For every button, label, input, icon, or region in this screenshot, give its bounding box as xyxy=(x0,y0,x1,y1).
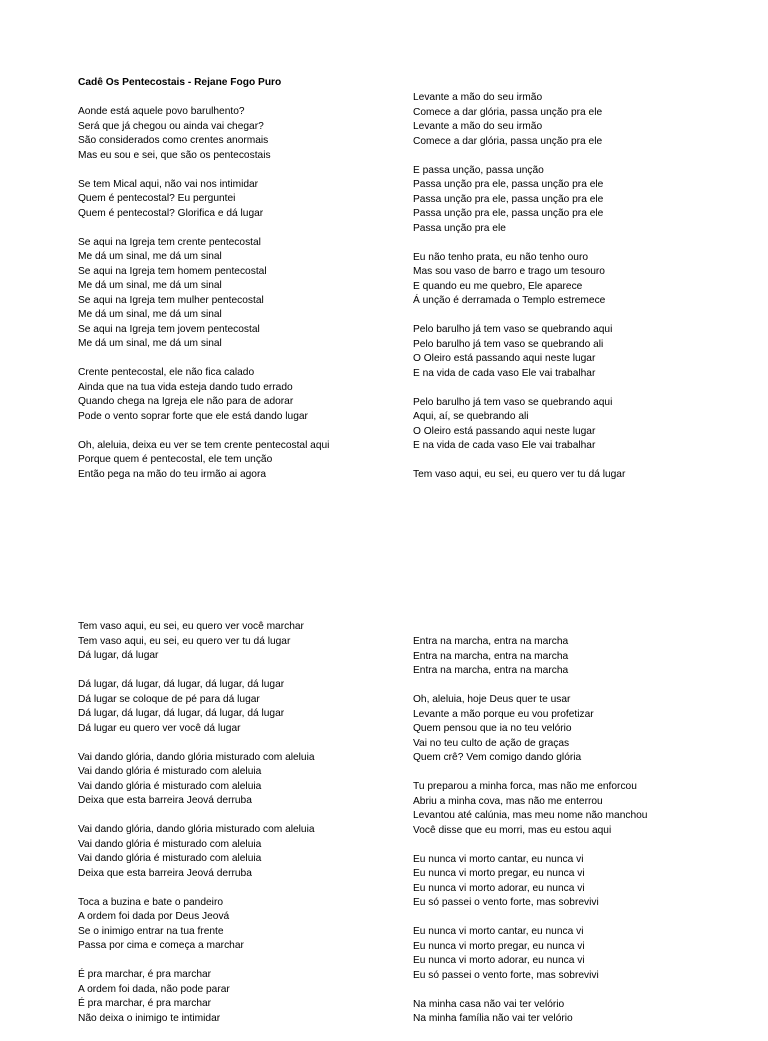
lyric-line: Eu nunca vi morto cantar, eu nunca vi xyxy=(413,853,584,865)
lyric-line: Na minha casa não vai ter velório xyxy=(413,998,565,1010)
lyric-line: Eu nunca vi morto adorar, eu nunca vi xyxy=(413,882,585,894)
lyric-line: Oh, aleluia, deixa eu ver se tem crente pentecostal aqui xyxy=(78,439,330,451)
lyric-line: Entra na marcha, entra na marcha xyxy=(413,665,569,676)
lyric-line: Me dá um sinal, me dá um sinal xyxy=(78,309,222,320)
stanza xyxy=(413,780,743,838)
lyric-line: E na vida de cada vaso Ele vai trabalhar xyxy=(413,367,596,379)
lyric-line: Á unção é derramada o Templo estremece xyxy=(413,295,606,306)
lyric-line: Levante a mão do seu irmão xyxy=(413,92,543,103)
lyric-line: Dá lugar, dá lugar, dá lugar, dá lugar, dá lugar xyxy=(78,679,285,690)
stanza xyxy=(413,998,743,1027)
lyric-line: Levante a mão porque eu vou profetizar xyxy=(413,708,594,720)
stanza xyxy=(413,635,743,679)
lyric-line: A ordem foi dada por Deus Jeová xyxy=(78,911,230,922)
lyric-line: Comece a dar glória, passa unção pra ele xyxy=(413,135,603,147)
lyric-line: Passa unção pra ele, passa unção pra ele xyxy=(413,179,604,190)
lyric-line: Vai dando glória, dando glória misturado com aleluia xyxy=(78,751,315,763)
lyric-line: Dá lugar eu quero ver você dá lugar xyxy=(78,722,241,734)
stanza xyxy=(413,251,743,309)
lyric-line: É pra marchar, é pra marchar xyxy=(78,998,212,1009)
lyric-line: Quem é pentecostal? Glorifica e dá lugar xyxy=(78,207,264,219)
lyric-line: Pelo barulho já tem vaso se quebrando ali xyxy=(413,338,604,350)
lyric-line: Abriu a minha cova, mas não me enterrou xyxy=(413,795,603,807)
lyric-line: Me dá um sinal, me dá um sinal xyxy=(78,251,222,262)
lyric-line: Levantou até calúnia, mas meu nome não manchou xyxy=(413,810,648,821)
lyric-line: Se aqui na Igreja tem crente pentecostal xyxy=(78,236,261,248)
stanza xyxy=(78,968,408,1026)
lyric-line: Crente pentecostal, ele não fica calado xyxy=(78,367,255,378)
lyric-line: Mas eu sou e sei, que são os pentecostais xyxy=(78,149,271,161)
lyric-line: Deixa que esta barreira Jeová derruba xyxy=(78,867,252,879)
lyrics-column-2 xyxy=(413,91,743,497)
lyric-line: Toca a buzina e bate o pandeiro xyxy=(78,896,223,908)
lyric-line: Vai dando glória é misturado com aleluia xyxy=(78,838,262,850)
stanza xyxy=(78,105,408,163)
stanza xyxy=(78,236,408,352)
lyric-line: Será que já chegou ou ainda vai chegar? xyxy=(78,120,264,132)
lyric-line: Pode o vento soprar forte que ele está dando lugar xyxy=(78,410,308,422)
lyric-line: Passa unção pra ele xyxy=(413,222,506,234)
lyric-line: Porque quem é pentecostal, ele tem unção xyxy=(78,454,273,465)
lyrics-column-4 xyxy=(413,635,743,1041)
lyric-line: Eu não tenho prata, eu não tenho ouro xyxy=(413,251,589,263)
lyric-line: Me dá um sinal, me dá um sinal xyxy=(78,338,222,349)
lyric-line: Vai dando glória é misturado com aleluia xyxy=(78,780,262,792)
lyric-line: Me dá um sinal, me dá um sinal xyxy=(78,280,222,291)
lyric-line: Vai dando glória é misturado com aleluia xyxy=(78,766,262,777)
lyric-line: E quando eu me quebro, Ele aparece xyxy=(413,280,583,292)
stanza xyxy=(78,896,408,954)
lyric-line: E na vida de cada vaso Ele vai trabalhar xyxy=(413,440,596,451)
lyric-line: Tu preparou a minha forca, mas não me enforcou xyxy=(413,781,637,792)
lyric-line: Você disse que eu morri, mas eu estou aqui xyxy=(413,824,612,836)
lyric-line: Mas sou vaso de barro e trago um tesouro xyxy=(413,266,605,277)
lyric-line: Entra na marcha, entra na marcha xyxy=(413,636,569,647)
stanza xyxy=(78,678,408,736)
lyric-line: Deixa que esta barreira Jeová derruba xyxy=(78,795,252,806)
lyric-line: Quem crê? Vem comigo dando glória xyxy=(413,752,582,763)
lyric-line: Dá lugar, dá lugar, dá lugar, dá lugar, dá lugar xyxy=(78,708,285,719)
lyric-line: Tem vaso aqui, eu sei, eu quero ver você marchar xyxy=(78,621,304,632)
lyric-line: Eu nunca vi morto cantar, eu nunca vi xyxy=(413,926,584,937)
lyric-line: Eu nunca vi morto pregar, eu nunca vi xyxy=(413,940,585,952)
lyric-line: Comece a dar glória, passa unção pra ele xyxy=(413,106,603,118)
lyric-line: Eu só passei o vento forte, mas sobrevivi xyxy=(413,969,599,981)
lyric-line: Vai dando glória é misturado com aleluia xyxy=(78,853,262,864)
lyric-line: Na minha família não vai ter velório xyxy=(413,1013,573,1024)
stanza xyxy=(413,164,743,237)
lyric-line: Vai dando glória, dando glória misturado com aleluia xyxy=(78,824,315,835)
lyric-line: Eu nunca vi morto adorar, eu nunca vi xyxy=(413,955,585,966)
lyric-line: Levante a mão do seu irmão xyxy=(413,121,543,132)
lyric-line: Passa unção pra ele, passa unção pra ele xyxy=(413,193,604,205)
lyric-line: Dá lugar, dá lugar xyxy=(78,650,159,661)
stanza xyxy=(413,323,743,381)
lyric-line: É pra marchar, é pra marchar xyxy=(78,969,212,980)
lyric-line: Tem vaso aqui, eu sei, eu quero ver tu dá lugar xyxy=(78,635,291,647)
stanza xyxy=(78,751,408,809)
lyric-line: Se o inimigo entrar na tua frente xyxy=(78,925,224,937)
stanza xyxy=(413,925,743,983)
lyric-line: Eu nunca vi morto pregar, eu nunca vi xyxy=(413,868,585,879)
stanza xyxy=(78,366,408,424)
stanza xyxy=(78,439,408,483)
lyric-line: Passa por cima e começa a marchar xyxy=(78,940,244,951)
lyric-line: Não deixa o inimigo te intimidar xyxy=(78,1012,221,1024)
lyric-line: Então pega na mão do teu irmão ai agora xyxy=(78,468,267,480)
lyric-line: Quem é pentecostal? Eu perguntei xyxy=(78,193,236,204)
lyric-line: Se aqui na Igreja tem homem pentecostal xyxy=(78,265,267,277)
lyric-line: Aonde está aquele povo barulhento? xyxy=(78,106,245,117)
lyric-line: Eu só passei o vento forte, mas sobrevivi xyxy=(413,897,599,908)
stanza xyxy=(413,91,743,149)
lyric-line: E passa unção, passa unção xyxy=(413,164,544,176)
lyric-line: São considerados como crentes anormais xyxy=(78,135,269,146)
stanza xyxy=(78,823,408,881)
lyric-line: Vai no teu culto de ação de graças xyxy=(413,737,570,749)
lyric-line: Passa unção pra ele, passa unção pra ele xyxy=(413,208,604,219)
lyric-line: Oh, aleluia, hoje Deus quer te usar xyxy=(413,694,571,705)
stanza xyxy=(413,396,743,454)
lyric-line: Aqui, aí, se quebrando ali xyxy=(413,411,529,422)
lyric-line: A ordem foi dada, não pode parar xyxy=(78,983,230,995)
lyric-line: Ainda que na tua vida esteja dando tudo errado xyxy=(78,381,293,393)
lyric-line: O Oleiro está passando aqui neste lugar xyxy=(413,425,596,437)
stanza xyxy=(413,468,743,483)
lyrics-column-3 xyxy=(78,620,408,1041)
lyric-line: Dá lugar se coloque de pé para dá lugar xyxy=(78,693,260,705)
lyric-line: Tem vaso aqui, eu sei, eu quero ver tu dá lugar xyxy=(413,469,626,480)
lyric-line: Se aqui na Igreja tem mulher pentecostal xyxy=(78,294,264,306)
stanza xyxy=(78,620,408,664)
lyric-line: O Oleiro está passando aqui neste lugar xyxy=(413,353,596,364)
lyric-line: Quando chega na Igreja ele não para de adorar xyxy=(78,396,294,407)
stanza xyxy=(78,178,408,222)
lyric-line: Pelo barulho já tem vaso se quebrando aqui xyxy=(413,396,613,408)
lyric-line: Quem pensou que ia no teu velório xyxy=(413,723,572,734)
stanza xyxy=(413,853,743,911)
lyric-line: Pelo barulho já tem vaso se quebrando aqui xyxy=(413,324,613,335)
song-title: Cadê Os Pentecostais - Rejane Fogo Puro xyxy=(78,77,282,88)
lyric-line: Se aqui na Igreja tem jovem pentecostal xyxy=(78,323,260,335)
lyrics-column-1 xyxy=(78,76,408,497)
lyric-line: Entra na marcha, entra na marcha xyxy=(413,650,569,662)
lyric-line: Se tem Mical aqui, não vai nos intimidar xyxy=(78,178,259,190)
stanza xyxy=(413,693,743,766)
